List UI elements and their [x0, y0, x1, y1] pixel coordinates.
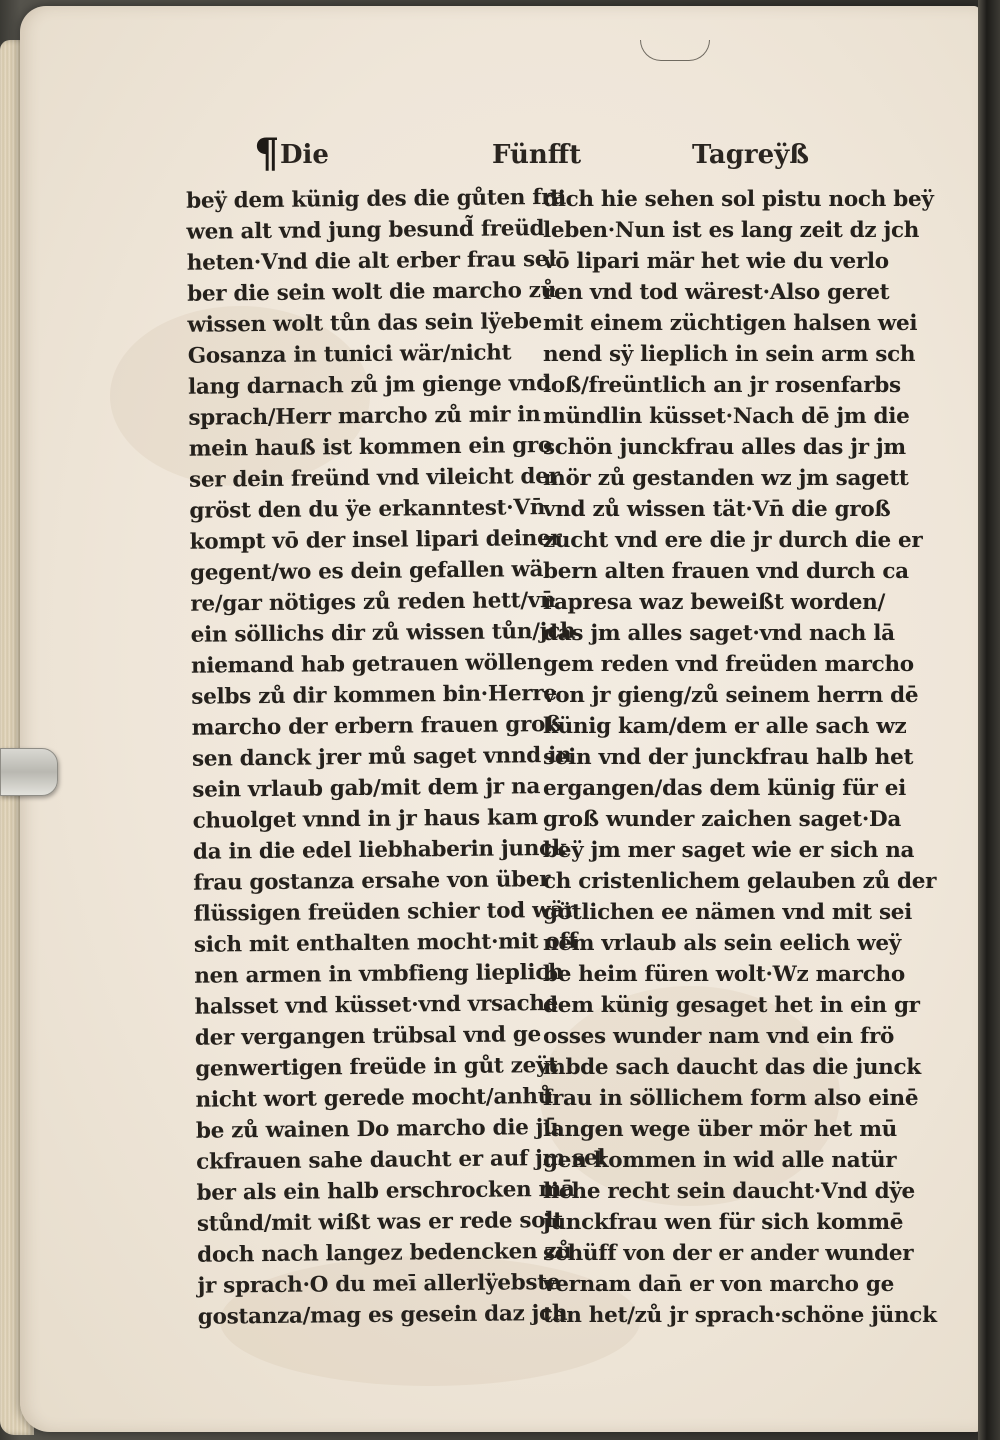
text-line: sprach/Herr marcho zů mir in [188, 402, 541, 431]
right-text-column [543, 184, 937, 1331]
text-line: leben·Nun ist es lang zeit dz jch [543, 218, 920, 243]
headline-left: Die [280, 140, 329, 170]
text-line: kompt vō der insel lipari deiner [189, 525, 562, 555]
text-line: das jm alles saget·vnd nach lā [543, 621, 895, 646]
text-line: mit einem züchtigen halsen wei [543, 311, 918, 336]
text-line: vernam dan̄ er von marcho ge [543, 1272, 894, 1297]
text-line: vnd zů wissen tät·Vn̄ die groß [543, 497, 891, 522]
book-clip [0, 748, 58, 796]
text-line: frau in söllichem form also einē [543, 1086, 919, 1111]
text-line: ren vnd tod wärest·Also geret [543, 280, 890, 305]
text-line: Gosanza in tunici wär/nicht [187, 340, 512, 369]
text-line: künig kam/dem er alle sach wz [543, 714, 907, 739]
text-line: gem reden vnd freüden marcho [543, 652, 914, 677]
text-line: gen kommen in wid alle natür [543, 1148, 897, 1173]
text-line: loß/freüntlich an jr rosenfarbs [543, 373, 901, 398]
text-line: junckfrau wen für sich kommē [543, 1210, 904, 1235]
text-line: beÿ dem künig des die gůten fra [186, 184, 567, 214]
text-line: dem künig gesaget het in ein gr [543, 993, 920, 1018]
text-line: mein hauß ist kommen ein gro [188, 432, 553, 462]
text-line: zucht vnd ere die jr durch die er [543, 528, 923, 553]
page-right-edge [978, 0, 1000, 1440]
text-line: nicht wort gerede mocht/anhů [195, 1084, 554, 1113]
left-text-column [186, 182, 606, 1332]
text-line: ber die sein wolt die marcho zů [187, 277, 557, 307]
headline-center: Fünfft [492, 140, 582, 170]
text-line: langen wege über mör het mū [543, 1117, 898, 1142]
text-line: gostanza/mag es gesein daz jch [197, 1300, 568, 1330]
text-line: selbs zů dir kommen bin·Herre [191, 680, 557, 710]
text-line: niemand hab getrauen wöllen [190, 650, 543, 679]
text-line: ser dein freünd vnd vileicht der [188, 463, 560, 493]
text-line: rapresa waz beweißt worden/ [543, 590, 886, 615]
text-line: vō lipari mär het wie du verlo [543, 249, 889, 274]
text-line: gegent/wo es dein gefallen wä [189, 557, 544, 586]
text-line: bern alten frauen vnd durch ca [543, 559, 909, 584]
text-line: ergangen/das dem künig für ei [543, 776, 906, 801]
text-line: beÿ jm mer saget wie er sich na [543, 838, 915, 863]
text-line: flüssigen freüden schier tod wär [193, 897, 576, 927]
text-line: genwertigen freüde in gůt zeÿt [195, 1052, 558, 1082]
text-line: von jr gieng/zů seinem herrn dē [543, 683, 919, 708]
text-line: ch cristenlichem gelauben zů der [543, 869, 937, 894]
text-line: liche recht sein daucht·Vnd dÿe [543, 1179, 915, 1204]
pilcrow-mark: ¶ [254, 130, 280, 177]
text-line: lang darnach zů jm gienge vnd [187, 371, 552, 400]
text-line: nend sÿ lieplich in sein arm sch [543, 342, 916, 367]
headline-right: Tagreÿß [692, 140, 809, 170]
text-line: sein vnd der junckfrau halb het [543, 745, 914, 770]
text-line: be zů wainen Do marcho die jū [195, 1114, 559, 1144]
text-line: jr sprach·O du meī allerlÿebste [197, 1269, 561, 1299]
text-line: heten·Vnd die alt erber frau sel [186, 246, 557, 276]
text-line: re/gar nötiges zů reden hett/vn̄ [190, 587, 556, 617]
text-line: ein söllichs dir zů wissen tůn/jch [190, 618, 576, 648]
text-line: chuolget vnnd in jr haus kam [192, 805, 538, 834]
text-line: mbde sach daucht das die junck [543, 1055, 921, 1080]
text-line: doch nach langez bedencken zů [197, 1238, 572, 1268]
text-line: dich hie sehen sol pistu noch beÿ [543, 187, 934, 212]
text-line: tan het/zů jr sprach·schöne jünck [543, 1303, 937, 1328]
text-line: götlichen ee nämen vnd mit sei [543, 900, 913, 925]
text-line: mündlin küsset·Nach dē jm die [543, 404, 910, 429]
text-line: nem vrlaub als sein eelich weÿ [543, 931, 901, 956]
text-line: nen armen in vmbfieng lieplich [194, 959, 564, 989]
running-headline [240, 130, 820, 180]
text-line: wen alt vnd jung besund̃ freüd [186, 216, 545, 245]
text-line: sich mit enthalten mocht·mit off [193, 928, 578, 958]
text-line: ber als ein halb erschrocken mā [196, 1176, 575, 1206]
text-line: stůnd/mit wißt was er rede solt [196, 1207, 563, 1237]
text-line: mör zů gestanden wz jm sagett [543, 466, 909, 491]
text-line: der vergangen trübsal vnd ge [194, 1022, 542, 1051]
text-line: osses wunder nam vnd ein frö [543, 1024, 895, 1049]
text-line: groß wunder zaichen saget·Da [543, 807, 901, 832]
text-line: wissen wolt tůn das sein lÿebe [187, 309, 543, 338]
text-line: sein vrlaub gab/mit dem jr na [192, 774, 541, 803]
text-line: da in die edel liebhaberin junck [192, 835, 567, 865]
text-line: schüff von der er ander wunder [543, 1241, 914, 1266]
text-line: gröst den du ÿe erkanntest·Vn̄ [189, 495, 546, 524]
text-line: sen danck jrer mů saget vnnd in [191, 742, 572, 772]
text-line: ckfrauen sahe daucht er auf jm sel [196, 1145, 606, 1175]
text-line: frau gostanza ersahe von über [193, 867, 551, 896]
text-line: schön junckfrau alles das jr jm [543, 435, 906, 460]
text-line: halsset vnd küsset·vnd vrsache [194, 990, 559, 1020]
binding-hole [640, 40, 710, 61]
text-line: marcho der erbern frauen groß [191, 711, 562, 741]
text-line: be heim füren wolt·Wz marcho [543, 962, 905, 987]
